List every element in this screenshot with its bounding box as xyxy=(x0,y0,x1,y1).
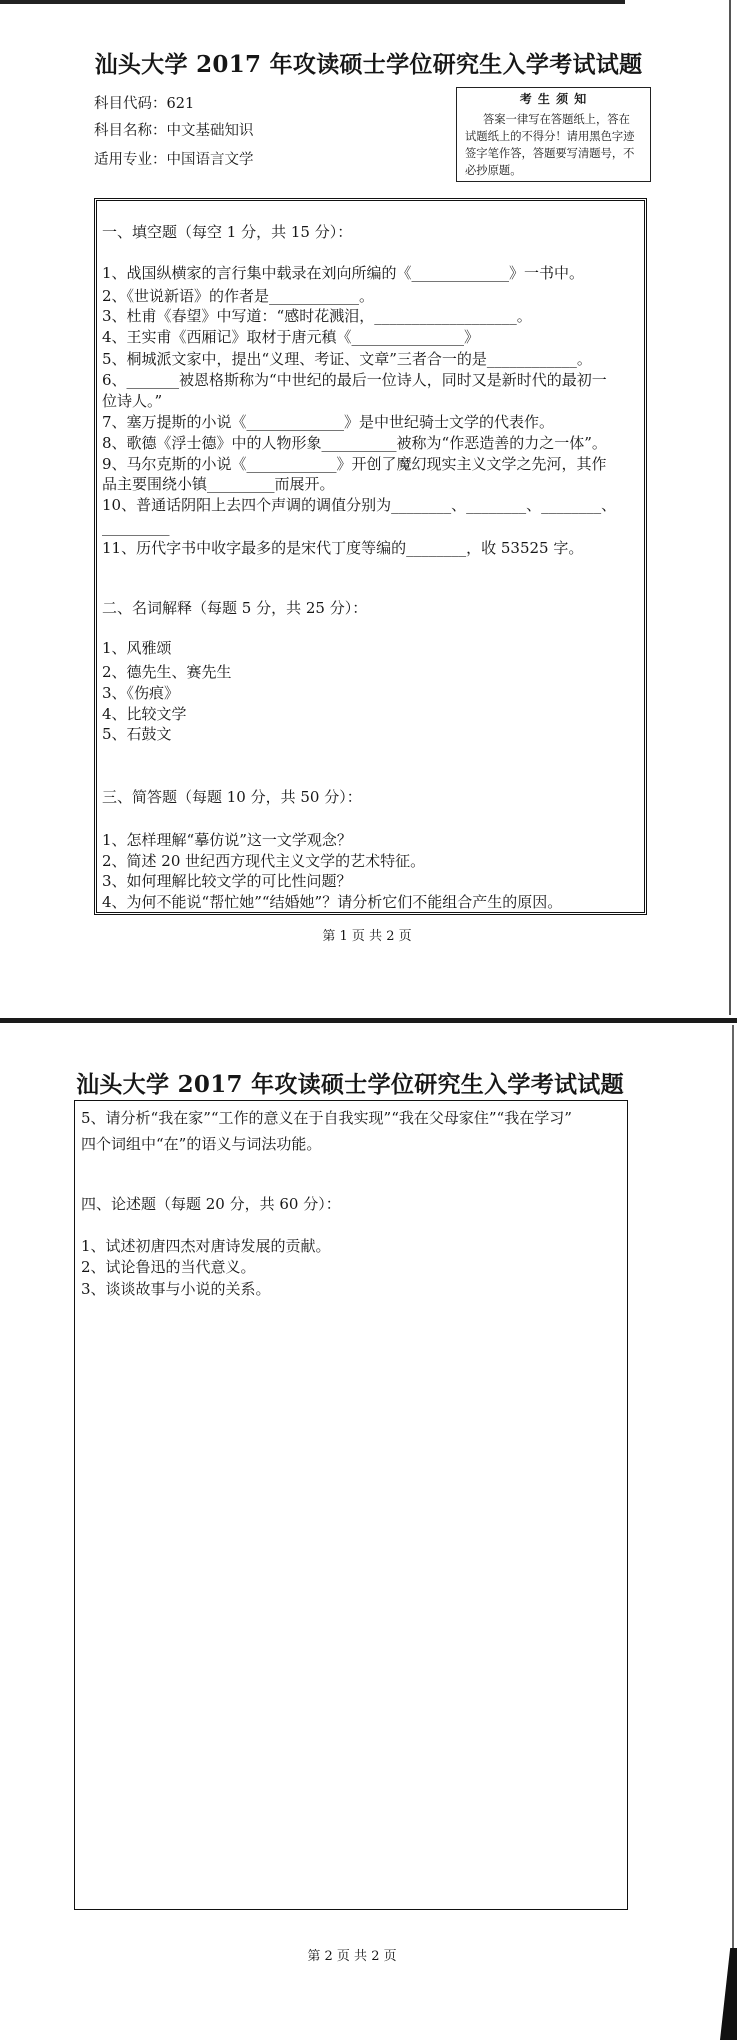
scan-right-edge-page-1 xyxy=(729,0,731,1015)
short-answer-question-2: 2、简述 20 世纪西方现代主义文学的艺术特征。 xyxy=(102,852,426,870)
fill-in-question-7: 7、塞万提斯的小说《_____________》是中世纪骑士文学的代表作。 xyxy=(102,413,555,431)
page-separator xyxy=(0,1018,737,1023)
notice-line-1: 答案一律写在答题纸上，答在 xyxy=(483,113,630,126)
page-1-number: 第 1 页 共 2 页 xyxy=(322,929,412,944)
notice-line-3: 签字笔作答，答题要写清题号，不 xyxy=(465,147,635,160)
fill-in-question-5: 5、桐城派文家中，提出“义理、考证、文章”三者合一的是____________。 xyxy=(102,350,592,368)
fill-in-question-6-line-2: 位诗人。” xyxy=(102,392,163,410)
notice-line-2: 试题纸上的不得分！请用黑色字迹 xyxy=(465,130,635,143)
notice-heading: 考 生 须 知 xyxy=(519,92,588,106)
page-1-title: 汕头大学 2017 年攻读硕士学位研究生入学考试试题 xyxy=(94,51,643,78)
section-heading-term-explanation: 二、名词解释（每题 5 分，共 25 分）： xyxy=(102,599,368,617)
scan-corner-shadow xyxy=(720,1948,737,2040)
fill-in-question-10-line-1: 10、普通话阴阳上去四个声调的调值分别为________、________、________、 xyxy=(102,496,617,514)
fill-in-question-3: 3、杜甫《春望》中写道：“感时花溅泪，___________________。 xyxy=(102,307,532,325)
fill-in-question-2: 2、《世说新语》的作者是____________。 xyxy=(102,287,375,305)
section-heading-short-answer: 三、简答题（每题 10 分，共 50 分）： xyxy=(102,788,362,806)
fill-in-question-1: 1、战国纵横家的言行集中载录在刘向所编的《_____________》一书中。 xyxy=(102,264,585,282)
page-2-number: 第 2 页 共 2 页 xyxy=(307,1949,397,1964)
subject-code: 科目代码：621 xyxy=(94,96,195,112)
scan-top-edge xyxy=(0,0,625,4)
term-question-3: 3、《伤痕》 xyxy=(102,684,180,702)
fill-in-question-8: 8、歌德《浮士德》中的人物形象__________被称为“作恶造善的力之一体”。 xyxy=(102,434,607,452)
fill-in-question-9-line-1: 9、马尔克斯的小说《____________》开创了魔幻现实主义文学之先河，其作 xyxy=(102,455,607,473)
short-answer-question-4: 4、为何不能说“帮忙她”“结婚她”？请分析它们不能组合产生的原因。 xyxy=(102,893,563,911)
section-heading-essay: 四、论述题（每题 20 分，共 60 分）： xyxy=(81,1195,341,1213)
fill-in-question-4: 4、王实甫《西厢记》取材于唐元稹《_______________》 xyxy=(102,328,480,346)
essay-question-2: 2、试论鲁迅的当代意义。 xyxy=(81,1258,256,1276)
fill-in-question-11: 11、历代字书中收字最多的是宋代丁度等编的________，收 53525 字。 xyxy=(102,539,584,557)
candidate-notice-box xyxy=(456,87,651,182)
page-2-title: 汕头大学 2017 年攻读硕士学位研究生入学考试试题 xyxy=(76,1071,624,1098)
fill-in-question-6-line-1: 6、_______被恩格斯称为“中世纪的最后一位诗人，同时又是新时代的最初一 xyxy=(102,371,607,389)
notice-line-4: 必抄原题。 xyxy=(465,164,522,177)
page-2-question-box xyxy=(74,1100,628,1910)
applicable-major: 适用专业：中国语言文学 xyxy=(94,152,254,168)
short-answer-question-3: 3、如何理解比较文学的可比性问题？ xyxy=(102,872,352,890)
short-answer-question-5-line-1: 5、请分析“我在家”“工作的意义在于自我实现”“我在父母家住”“我在学习” xyxy=(81,1109,572,1127)
term-question-5: 5、石鼓文 xyxy=(102,725,172,743)
essay-question-1: 1、试述初唐四杰对唐诗发展的贡献。 xyxy=(81,1237,331,1255)
short-answer-question-1: 1、怎样理解“摹仿说”这一文学观念？ xyxy=(102,831,352,849)
fill-in-question-10-line-2: _________ xyxy=(102,518,170,536)
essay-question-3: 3、谈谈故事与小说的关系。 xyxy=(81,1280,271,1298)
term-question-4: 4、比较文学 xyxy=(102,705,187,723)
short-answer-question-5-line-2: 四个词组中“在”的语义与词法功能。 xyxy=(81,1135,322,1153)
scan-right-edge-page-2 xyxy=(732,1025,734,1950)
subject-name: 科目名称：中文基础知识 xyxy=(94,123,254,139)
section-heading-fill-in: 一、填空题（每空 1 分，共 15 分）： xyxy=(102,223,353,241)
term-question-2: 2、德先生、赛先生 xyxy=(102,663,232,681)
fill-in-question-9-line-2: 品主要围绕小镇_________而展开。 xyxy=(102,475,335,493)
term-question-1: 1、风雅颂 xyxy=(102,639,172,657)
